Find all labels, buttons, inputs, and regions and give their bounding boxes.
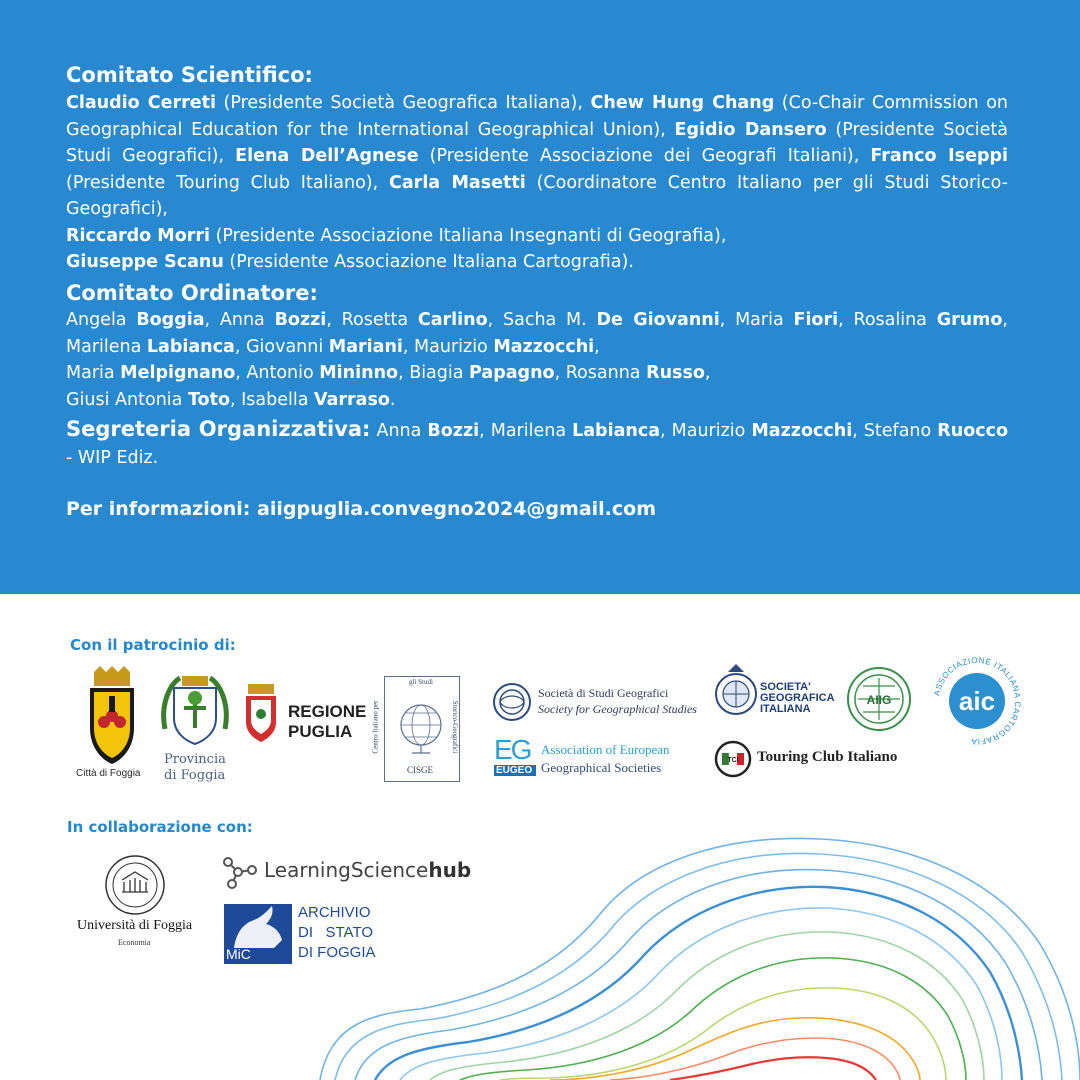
- learningsciencehub-b: hub: [428, 858, 472, 882]
- person-name: Bozzi: [427, 421, 480, 441]
- provincia-foggia-crest-icon: [160, 674, 230, 748]
- aic-emblem-icon: [932, 656, 1022, 746]
- cisge-logo: [371, 676, 460, 782]
- eugeo-label-2: Geographical Societies: [541, 760, 662, 775]
- ssg-emblem-icon: [492, 682, 532, 722]
- unifg-seal-icon: [104, 854, 166, 916]
- person-name: Labianca: [572, 421, 661, 441]
- sgi-emblem-icon: [714, 664, 758, 720]
- person-name: Varraso: [313, 389, 390, 410]
- person-name: Melpignano: [120, 363, 236, 383]
- comitato-scientifico-list: Claudio Cerreti (Presidente Società Geografica Italiana), Chew Hung Chang (Co-Chair Commission on Geographical Education for the International Geographical Union), Egidio Dansero (Presidente Società Studi Geografici), Elena Dell’Agnese (Presidente Associazione dei Geografi Italiani), Franco Iseppi (Presidente Touring Club Italiano), Carla Masetti (Coordinatore Centro Italiano per gli Studi Storico-Geografici), Riccardo Morri (Presidente Associazione Italiana Insegnanti di Geografia), Giuseppe Scanu (Presidente Associazione Italiana Cartografia).: [66, 93, 1009, 272]
- ssg-label-1: Società di Studi Geografici: [538, 686, 669, 700]
- person-name: Bozzi: [274, 310, 327, 330]
- learningsciencehub-a: LearningScience: [264, 858, 429, 882]
- unifg-label: Università di Foggia: [77, 918, 193, 933]
- sgi-label-2: GEOGRAFICA: [760, 692, 835, 704]
- aiig-text: AIIG: [866, 693, 892, 707]
- provincia-caption-1: Provincia: [164, 752, 226, 767]
- archivio-label-1: ARCHIVIO: [298, 904, 371, 921]
- person-name: Elena Dell’Agnese: [235, 146, 419, 166]
- cisge-left-label: Centro Italiano per: [371, 700, 380, 754]
- cisge-right-label: Storico-Geografici: [451, 700, 460, 754]
- comitato-ordinatore-list: Angela Boggia, Anna Bozzi, Rosetta Carlino, Sacha M. De Giovanni, Maria Fiori, Rosalina Grumo, Marilena Labianca, Giovanni Mariani, Maurizio Mazzocchi, Maria Melpignano, Antonio Mininno, Biagia Papagno, Rosanna Russo, Giusi Antonia Toto, Isabella Varraso.: [66, 310, 1008, 410]
- tci-label: Touring Club Italiano: [757, 749, 898, 765]
- unifg-sublabel: Economia: [118, 938, 151, 947]
- eugeo-label-1: Association of European: [541, 742, 670, 757]
- tci-badge-text: TCI: [727, 757, 739, 764]
- person-name: Carla Masetti: [389, 172, 526, 193]
- segreteria-title: Segreteria Organizzativa:: [66, 417, 371, 441]
- person-name: Mazzocchi: [751, 421, 853, 441]
- person-name: Chew Hung Chang: [590, 93, 775, 113]
- info-email[interactable]: Per informazioni: aiigpuglia.convegno2024@gmail.com: [66, 498, 657, 520]
- cisge-globe-icon: [398, 699, 444, 755]
- archivio-emblem-icon: [224, 904, 292, 964]
- cisge-bottom-label: CISGE: [407, 765, 434, 775]
- person-name: Grumo: [936, 310, 1003, 330]
- person-name: Mininno: [319, 363, 399, 383]
- person-name: Franco Iseppi: [870, 146, 1008, 166]
- person-name: Carlino: [417, 310, 488, 330]
- person-name: Russo: [646, 363, 705, 383]
- regione-puglia-crest-icon: [244, 684, 278, 744]
- ssg-label-2: Society for Geographical Studies: [538, 702, 697, 716]
- person-name: De Giovanni: [596, 310, 720, 330]
- person-name: Claudio Cerreti: [66, 93, 216, 113]
- sgi-label-1: SOCIETA': [760, 681, 811, 693]
- comitato-ordinatore-title: Comitato Ordinatore:: [66, 281, 318, 305]
- person-name: Ruocco: [937, 421, 1008, 441]
- eugeo-mark-icon: [494, 736, 536, 776]
- aiig-emblem-icon: [846, 666, 912, 732]
- person-name: Labianca: [146, 336, 235, 357]
- person-name: Mariani: [328, 336, 403, 357]
- regione-puglia-label-2: PUGLIA: [288, 722, 353, 741]
- sgi-label-3: ITALIANA: [760, 703, 811, 715]
- eugeo-wordmark: EUGEO: [494, 765, 536, 776]
- provincia-caption-2: di Foggia: [164, 768, 226, 783]
- citta-foggia-crest-icon: [84, 666, 140, 766]
- learningsciencehub-label: [264, 858, 471, 882]
- segreteria-list: Anna Bozzi, Marilena Labianca, Maurizio Mazzocchi, Stefano Ruocco - WIP Ediz.: [66, 421, 1008, 468]
- person-name: Fiori: [793, 310, 839, 330]
- aic-text: aic: [958, 686, 996, 716]
- archivio-label-2: DI STATO: [298, 924, 374, 941]
- cisge-top-label: gli Studi: [409, 678, 433, 686]
- person-name: Riccardo Morri: [66, 225, 210, 246]
- aic-ring-text: ASSOCIAZIONE ITALIANA CARTOGRAFIA: [932, 656, 1022, 746]
- archivio-mic-label: MiC: [226, 946, 251, 962]
- collaborazione-label: In collaborazione con:: [67, 818, 253, 836]
- logos-section: [0, 594, 1080, 1080]
- archivio-figure-icon: [224, 904, 292, 952]
- regione-puglia-label-1: REGIONE: [288, 702, 367, 721]
- patrocinio-label: Con il patrocinio di:: [70, 636, 236, 654]
- person-name: Giuseppe Scanu: [66, 252, 224, 272]
- person-name: Papagno: [469, 363, 555, 383]
- person-name: Egidio Dansero: [674, 119, 827, 140]
- person-name: Boggia: [136, 310, 205, 330]
- citta-foggia-caption: Città di Foggia: [76, 768, 141, 779]
- learningsciencehub-network-icon: [222, 856, 258, 890]
- archivio-label-3: DI FOGGIA: [298, 944, 376, 961]
- segreteria-block: [66, 416, 1008, 471]
- person-name: Toto: [187, 389, 230, 410]
- tci-badge-icon: [714, 740, 752, 778]
- comitato-scientifico-title: Comitato Scientifico:: [66, 63, 313, 87]
- person-name: Mazzocchi: [493, 336, 595, 357]
- eugeo-mark-letters: EG: [494, 734, 531, 765]
